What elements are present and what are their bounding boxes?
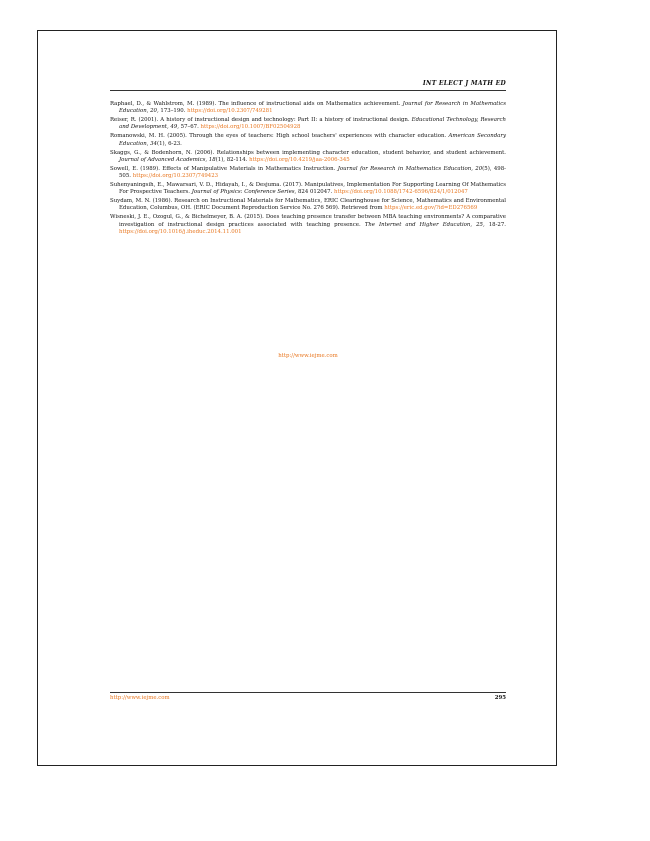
- reference-journal: Journal of Advanced Academics, 18: [119, 156, 216, 163]
- reference-doi-link[interactable]: https://doi.org/10.1016/j.iheduc.2014.11.001: [119, 228, 242, 235]
- reference-authors: Wisneski, J. E., Ozogul, G., & Bichelmeyer, B. A. (2015).: [110, 214, 264, 221]
- footer-rule: [110, 692, 506, 693]
- reference-item: [110, 214, 506, 236]
- reference-journal: Journal of Physics: Conference Series,: [191, 189, 297, 196]
- footer-url-link[interactable]: http://www.iejme.com: [110, 695, 170, 701]
- reference-authors: Sowell, E. (1989).: [110, 165, 160, 172]
- reference-details: (1), 82-114.: [215, 156, 250, 163]
- reference-title: Effects of Manipulative Materials in Mathematics Instruction.: [159, 165, 338, 172]
- reference-details: (5), 498-505.: [119, 165, 506, 180]
- reference-authors: Raphael, D., & Wahlstrom, M. (1989).: [110, 101, 217, 107]
- reference-doi-link[interactable]: https://doi.org/10.1088/1742-6596/824/1/012047: [334, 189, 468, 196]
- page-number: 295: [494, 695, 506, 701]
- reference-journal: Educational Technology, Research and Development, 49,: [119, 117, 506, 131]
- reference-item: [110, 166, 506, 180]
- reference-item: [110, 133, 506, 147]
- reference-item: [110, 182, 506, 196]
- reference-title: The influence of instructional aids on Mathematics achievement.: [216, 101, 403, 107]
- reference-item: [110, 198, 506, 212]
- reference-doi-link[interactable]: https://doi.org/10.2307/749281: [187, 108, 273, 115]
- reference-details: 824 012047.: [296, 189, 334, 196]
- reference-item: [110, 117, 506, 131]
- reference-authors: Suydam, M. N. (1986).: [110, 198, 173, 205]
- reference-details: (1), 6-23.: [157, 140, 182, 147]
- reference-item: [110, 101, 506, 115]
- reference-doi-link[interactable]: https://doi.org/10.2307/749423: [132, 173, 219, 180]
- reference-journal: Journal for Research in Mathematics Education, 20: [337, 165, 483, 172]
- header-rule: [110, 90, 506, 91]
- reference-title: Manipulatives, Implementation For Supporting Learning Of Mathematics For Prospective Teachers.: [119, 182, 506, 196]
- reference-journal: American Secondary Education, 34: [119, 133, 506, 147]
- reference-title: Through the eyes of teachers: High school teachers' experiences with character education.: [186, 133, 449, 140]
- reference-authors: Romanowski, M. H. (2005).: [110, 133, 187, 140]
- reference-doi-link[interactable]: https://doi.org/10.1007/BF02504928: [200, 124, 301, 131]
- reference-title: Relationships between implementing character education, student behavior, and student achievement.: [214, 149, 507, 156]
- reference-authors: Reiser, R. (2001).: [110, 117, 159, 124]
- reference-title: Research on Instructional Materials for Mathematics, ERIC Clearinghouse for Science, Mathematics and Environmental Education, Columbus, OH. (ERIC Document Reproduction Service No. 276 569). Retrieved from: [119, 198, 506, 212]
- reference-title: A history of instructional design and technology: Part II: a history of instructional design.: [158, 117, 412, 124]
- reference-doi-link[interactable]: https://doi.org/10.4219/jaa-2006-345: [249, 156, 350, 163]
- reference-journal: The Internet and Higher Education, 25,: [364, 221, 485, 228]
- reference-title: Does teaching presence transfer between MBA teaching environments? A comparative investigation of instructional design practices associated with teaching presence.: [119, 214, 506, 228]
- reference-list: [110, 101, 506, 238]
- reference-authors: Suhenyaningsih, E., Mawarsari, V. D., Hidayah, I., & Desjuma. (2017).: [110, 182, 303, 189]
- reference-details: 18-27.: [484, 221, 506, 228]
- reference-item: [110, 150, 506, 164]
- journal-website-link[interactable]: http://www.iejme.com: [278, 353, 338, 359]
- reference-authors: Skaggs, G., & Bodenhorn, N. (2006).: [110, 149, 215, 156]
- reference-journal: Journal for Research in Mathematics Education, 20,: [119, 101, 506, 115]
- reference-details: 57–67.: [178, 124, 201, 131]
- running-header: INT ELECT J MATH ED: [422, 80, 506, 87]
- reference-eric-link[interactable]: https://eric.ed.gov/?id=ED276569: [384, 205, 478, 212]
- reference-details: 173–190.: [158, 108, 188, 115]
